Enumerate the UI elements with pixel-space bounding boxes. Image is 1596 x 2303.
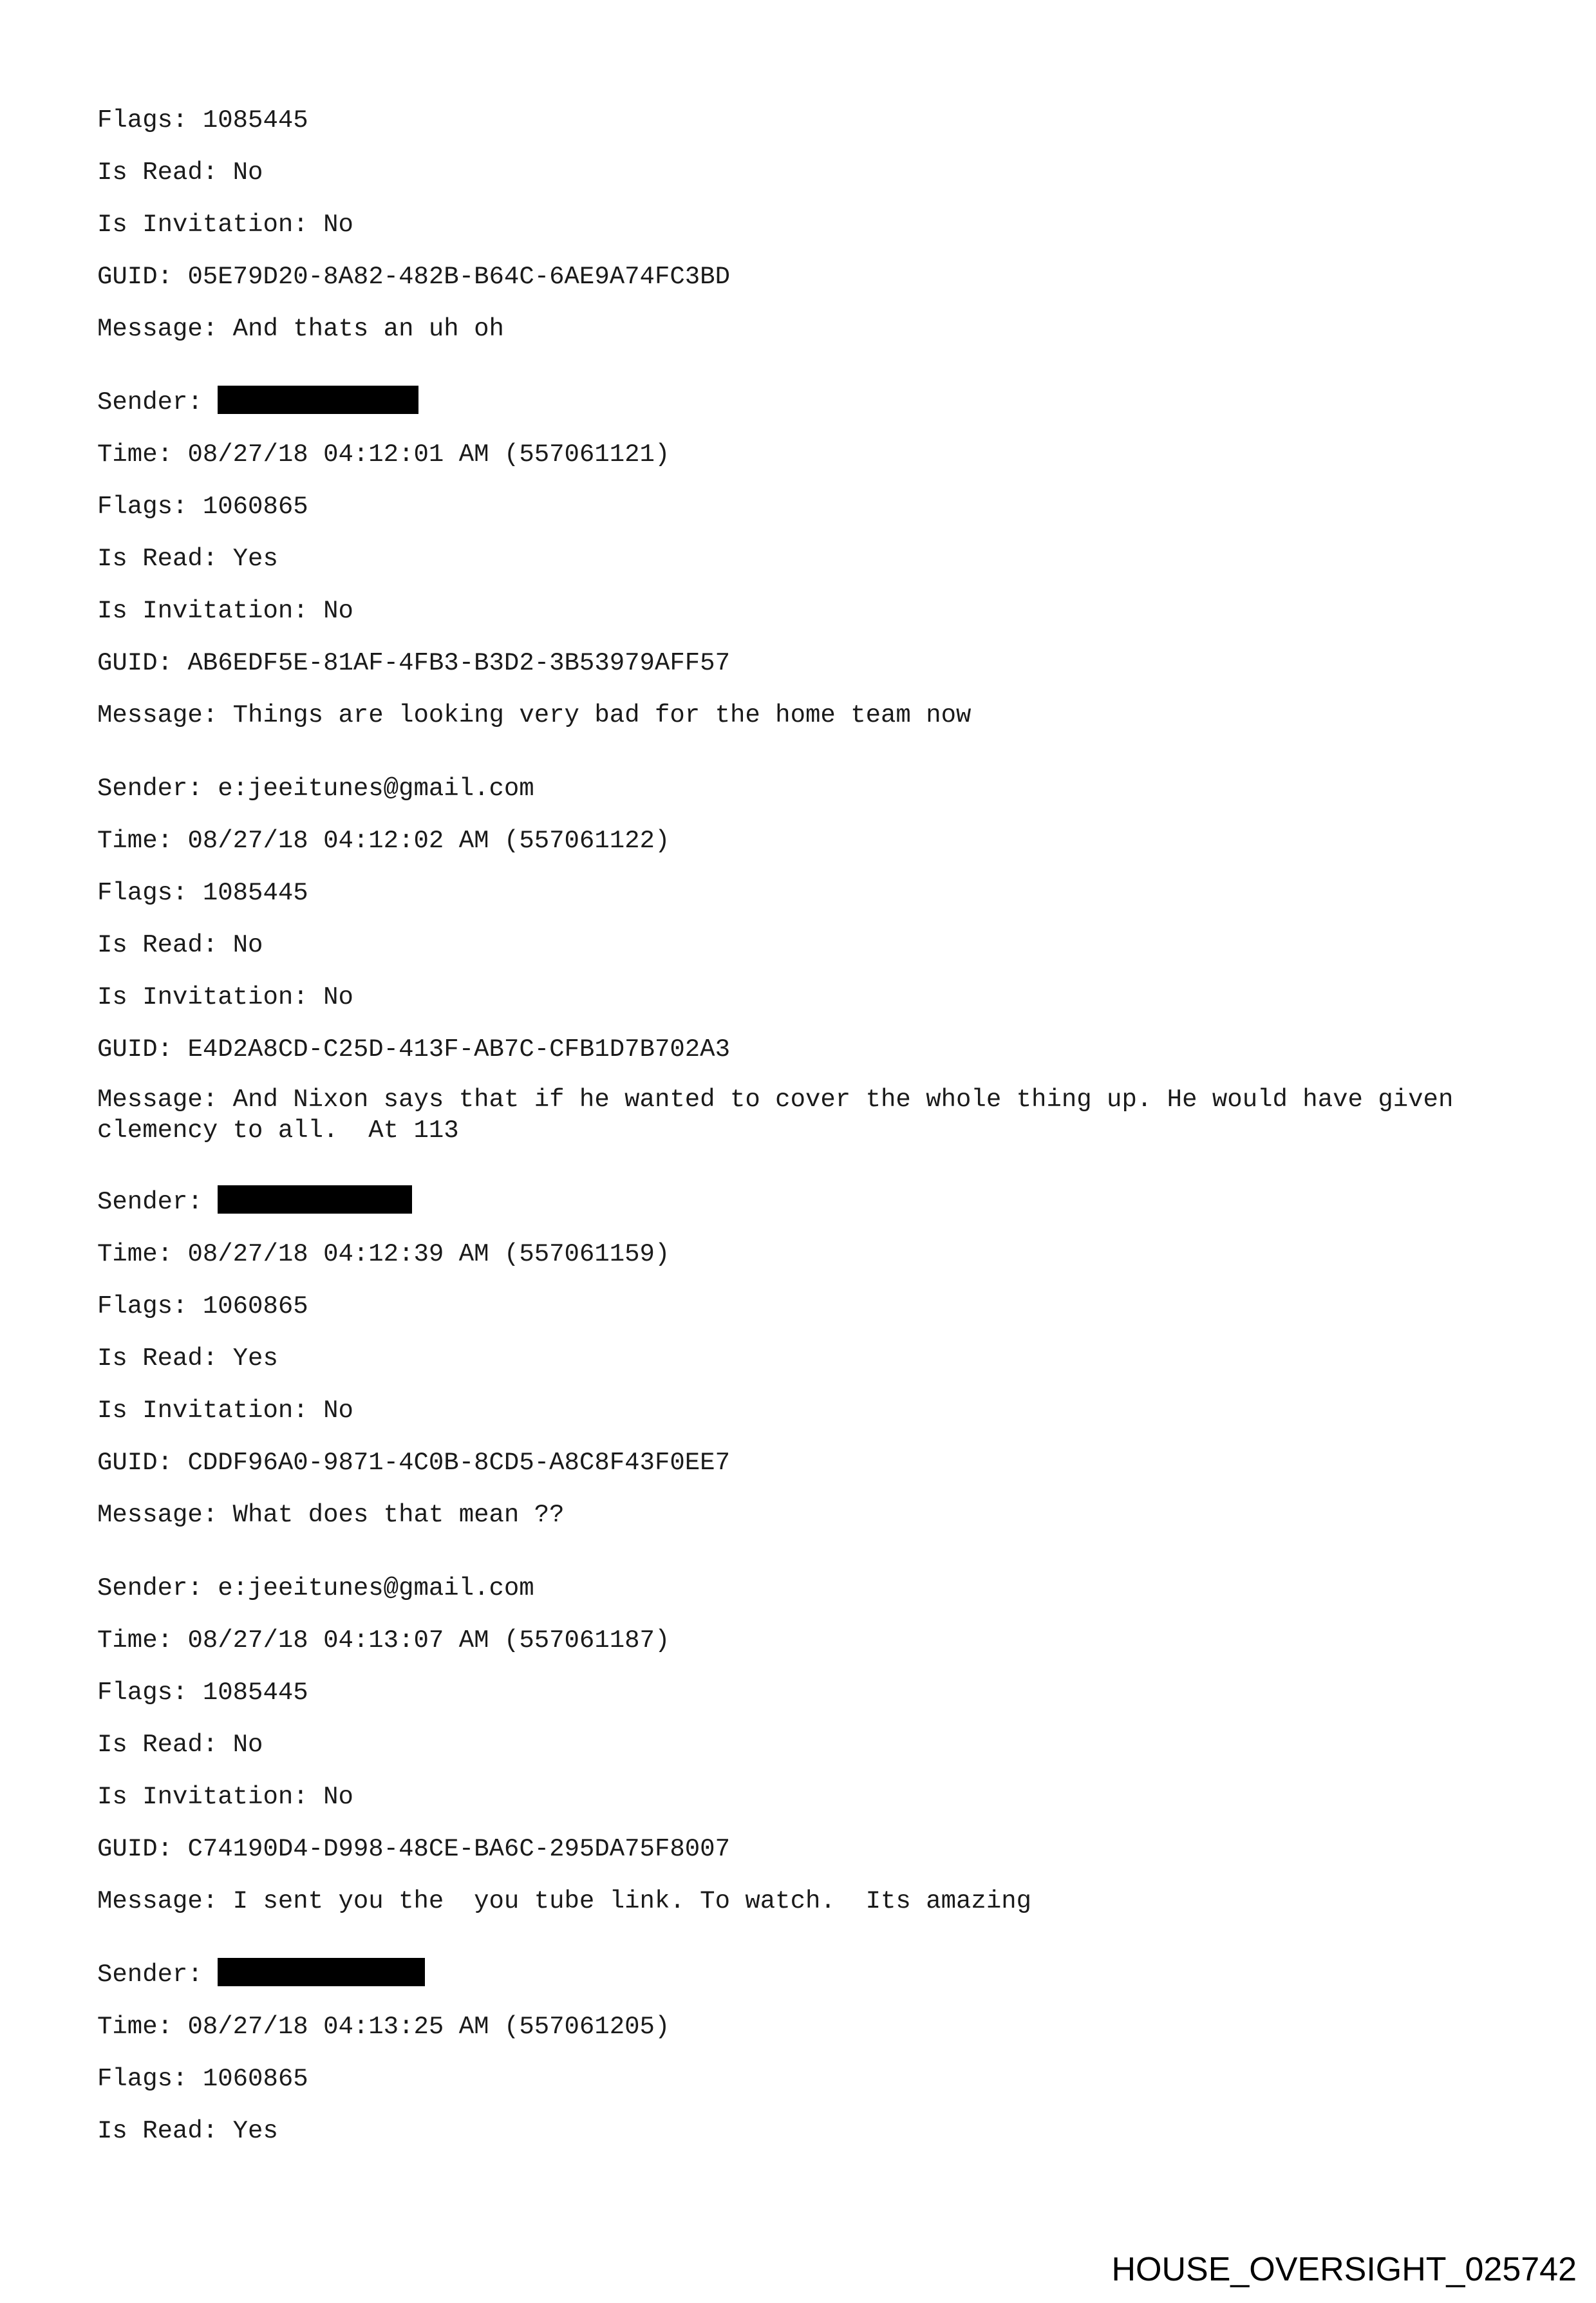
is-read-value: Yes bbox=[232, 1344, 278, 1373]
sender-line bbox=[97, 1571, 1501, 1623]
sender-label: Sender: bbox=[97, 1574, 218, 1603]
is-read-line bbox=[97, 928, 1501, 980]
time-line bbox=[97, 2009, 1501, 2062]
message-line bbox=[97, 1884, 1501, 1936]
time-label: Time: bbox=[97, 1240, 188, 1268]
flags-label: Flags: bbox=[97, 2065, 203, 2093]
guid-value: 05E79D20-8A82-482B-B64C-6AE9A74FC3BD bbox=[187, 263, 730, 291]
message-line bbox=[97, 312, 1501, 364]
entry-separator bbox=[97, 1936, 1501, 1957]
guid-line bbox=[97, 259, 1501, 312]
is-read-label: Is Read: bbox=[97, 545, 233, 573]
sender-line bbox=[97, 771, 1501, 823]
message-value: And thats an uh oh bbox=[232, 315, 504, 343]
is-invitation-label: Is Invitation: bbox=[97, 1783, 324, 1811]
is-read-value: No bbox=[232, 1731, 263, 1759]
is-read-value: Yes bbox=[232, 545, 278, 573]
is-invitation-value: No bbox=[323, 1783, 353, 1811]
flags-label: Flags: bbox=[97, 1292, 203, 1321]
is-read-line bbox=[97, 155, 1501, 207]
message-value: I sent you the you tube link. To watch. Its amazing bbox=[232, 1887, 1032, 1915]
guid-line bbox=[97, 646, 1501, 698]
message-value: And Nixon says that if he wanted to cover the whole thing up. He would have given clemency to all. At 113 bbox=[97, 1086, 1469, 1145]
guid-line bbox=[97, 1445, 1501, 1498]
is-read-label: Is Read: bbox=[97, 158, 233, 187]
is-read-label: Is Read: bbox=[97, 2117, 233, 2145]
flags-label: Flags: bbox=[97, 106, 203, 135]
is-invitation-value: No bbox=[323, 597, 353, 625]
flags-line bbox=[97, 1289, 1501, 1341]
sender-label: Sender: bbox=[97, 388, 218, 417]
time-line bbox=[97, 1237, 1501, 1289]
message-label: Message: bbox=[97, 701, 233, 729]
message-value: What does that mean ?? bbox=[232, 1501, 565, 1529]
message-label: Message: bbox=[97, 1086, 233, 1114]
sender-redaction bbox=[218, 386, 418, 414]
is-invitation-label: Is Invitation: bbox=[97, 983, 324, 1011]
flags-value: 1060865 bbox=[202, 493, 308, 521]
is-read-line bbox=[97, 1727, 1501, 1780]
guid-value: AB6EDF5E-81AF-4FB3-B3D2-3B53979AFF57 bbox=[187, 649, 730, 677]
sender-label: Sender: bbox=[97, 775, 218, 803]
time-line bbox=[97, 1623, 1501, 1675]
flags-line bbox=[97, 1675, 1501, 1727]
flags-value: 1085445 bbox=[202, 1678, 308, 1707]
is-invitation-line bbox=[97, 980, 1501, 1032]
is-invitation-label: Is Invitation: bbox=[97, 211, 324, 239]
time-label: Time: bbox=[97, 2013, 188, 2041]
entry-separator bbox=[97, 364, 1501, 385]
sender-line bbox=[97, 1185, 1501, 1237]
guid-value: E4D2A8CD-C25D-413F-AB7C-CFB1D7B702A3 bbox=[187, 1035, 730, 1064]
guid-label: GUID: bbox=[97, 649, 188, 677]
flags-line bbox=[97, 103, 1501, 155]
time-value: 08/27/18 04:12:39 AM (557061159) bbox=[187, 1240, 670, 1268]
guid-value: CDDF96A0-9871-4C0B-8CD5-A8C8F43F0EE7 bbox=[187, 1449, 730, 1477]
sender-label: Sender: bbox=[97, 1960, 218, 1989]
message-line bbox=[97, 1084, 1501, 1163]
entry-separator bbox=[97, 750, 1501, 771]
guid-label: GUID: bbox=[97, 1449, 188, 1477]
is-invitation-value: No bbox=[323, 983, 353, 1011]
guid-label: GUID: bbox=[97, 1035, 188, 1064]
flags-value: 1085445 bbox=[202, 879, 308, 907]
is-invitation-value: No bbox=[323, 211, 353, 239]
flags-line bbox=[97, 2062, 1501, 2114]
sender-label: Sender: bbox=[97, 1188, 218, 1216]
is-invitation-label: Is Invitation: bbox=[97, 1396, 324, 1425]
is-invitation-line bbox=[97, 594, 1501, 646]
time-value: 08/27/18 04:13:07 AM (557061187) bbox=[187, 1626, 670, 1655]
time-label: Time: bbox=[97, 1626, 188, 1655]
guid-label: GUID: bbox=[97, 263, 188, 291]
is-read-value: No bbox=[232, 158, 263, 187]
flags-label: Flags: bbox=[97, 1678, 203, 1707]
sender-line bbox=[97, 1957, 1501, 2009]
message-label: Message: bbox=[97, 1887, 233, 1915]
guid-line bbox=[97, 1832, 1501, 1884]
is-invitation-label: Is Invitation: bbox=[97, 597, 324, 625]
guid-label: GUID: bbox=[97, 1835, 188, 1863]
entry-separator bbox=[97, 1163, 1501, 1185]
is-read-label: Is Read: bbox=[97, 931, 233, 959]
document-id: HOUSE_OVERSIGHT_025742 bbox=[1111, 2251, 1577, 2288]
time-value: 08/27/18 04:12:01 AM (557061121) bbox=[187, 440, 670, 469]
is-invitation-line bbox=[97, 1780, 1501, 1832]
message-line bbox=[97, 1498, 1501, 1550]
message-label: Message: bbox=[97, 315, 233, 343]
time-label: Time: bbox=[97, 440, 188, 469]
message-label: Message: bbox=[97, 1501, 233, 1529]
message-line bbox=[97, 698, 1501, 750]
is-read-label: Is Read: bbox=[97, 1731, 233, 1759]
message-log bbox=[97, 103, 1501, 2166]
message-value: Things are looking very bad for the home team now bbox=[232, 701, 972, 729]
flags-line bbox=[97, 489, 1501, 541]
time-line bbox=[97, 437, 1501, 489]
flags-label: Flags: bbox=[97, 493, 203, 521]
guid-line bbox=[97, 1032, 1501, 1084]
is-read-line bbox=[97, 2114, 1501, 2166]
is-read-value: No bbox=[232, 931, 263, 959]
flags-value: 1060865 bbox=[202, 2065, 308, 2093]
is-read-line bbox=[97, 541, 1501, 594]
time-value: 08/27/18 04:12:02 AM (557061122) bbox=[187, 827, 670, 855]
sender-redaction bbox=[218, 1958, 425, 1986]
sender-value: e:jeeitunes@gmail.com bbox=[218, 1574, 534, 1603]
flags-value: 1060865 bbox=[202, 1292, 308, 1321]
sender-line bbox=[97, 385, 1501, 437]
is-invitation-value: No bbox=[323, 1396, 353, 1425]
sender-redaction bbox=[218, 1185, 412, 1214]
time-label: Time: bbox=[97, 827, 188, 855]
flags-label: Flags: bbox=[97, 879, 203, 907]
is-read-line bbox=[97, 1341, 1501, 1393]
entry-separator bbox=[97, 1550, 1501, 1571]
is-invitation-line bbox=[97, 207, 1501, 259]
time-line bbox=[97, 823, 1501, 876]
is-read-label: Is Read: bbox=[97, 1344, 233, 1373]
time-value: 08/27/18 04:13:25 AM (557061205) bbox=[187, 2013, 670, 2041]
flags-line bbox=[97, 876, 1501, 928]
is-invitation-line bbox=[97, 1393, 1501, 1445]
flags-value: 1085445 bbox=[202, 106, 308, 135]
sender-value: e:jeeitunes@gmail.com bbox=[218, 775, 534, 803]
is-read-value: Yes bbox=[232, 2117, 278, 2145]
guid-value: C74190D4-D998-48CE-BA6C-295DA75F8007 bbox=[187, 1835, 730, 1863]
